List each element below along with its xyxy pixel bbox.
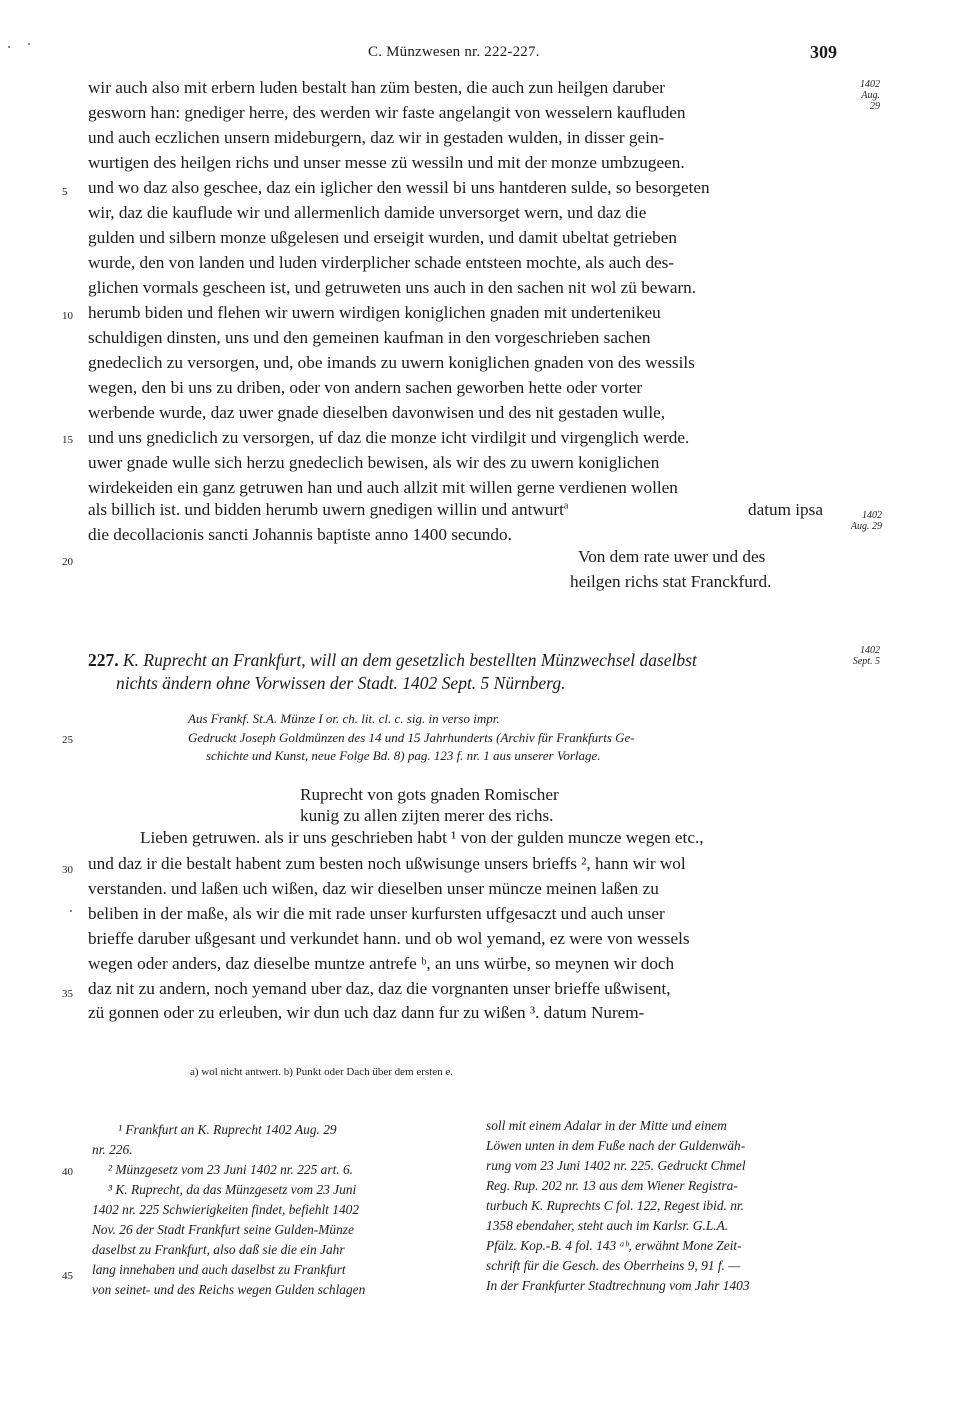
line-number: 45 [62,1270,73,1282]
footnote-line: turbuch K. Ruprechts C fol. 122, Regest ibid. nr. [486,1198,745,1213]
text-line: brieffe daruber ußgesant und verkundet hann. und ob wol yemand, ez were von wessels [88,929,690,948]
footnote-line: 1358 ebendaher, steht auch im Karlsr. G.L.A. [486,1218,729,1233]
document-title [88,650,697,671]
text-line: glichen vormals gescheen ist, und getruweten uns auch in den sachen nit wol zü bewarn. [88,278,697,297]
text-line: gesworn han: gnediger herre, des werden wir faste angelangit von wesselern kaufluden [88,103,686,122]
margin-date-doc [848,645,880,667]
text-line: wir auch also mit erbern luden bestalt han züm besten, die auch zun heilgen daruber [88,78,666,97]
footnote-line: daselbst zu Frankfurt, also daß sie die ein Jahr [92,1242,345,1257]
scan-speck [28,43,30,45]
title-text: K. Ruprecht an Frankfurt, will an dem gesetzlich bestellten Münzwechsel daselbst [123,650,697,670]
source-line: Aus Frankf. St.A. Münze I or. ch. lit. cl. c. sig. in verso impr. [188,711,500,726]
text-line: schuldigen dinsten, uns und den gemeinen kaufman in den vorgeschrieben sachen [88,328,651,347]
line-number: 20 [62,556,73,568]
text-line: gnedeclich zu versorgen, und, obe imands zu uwern koniglichen gnaden von des wessils [88,353,695,372]
margin-day: Aug. 29 [861,90,880,112]
text-line: uwer gnade wulle sich herzu gnedeclich bewisen, als wir des zu uwern koniglichen [88,453,660,472]
text-line: zü gonnen oder zu erleuben, wir dun uch daz dann fur zu wißen ³. datum Nurem- [88,1003,645,1022]
text-line: und daz ir die bestalt habent zum besten noch ußwisunge unsers brieffs ², hann wir wol [88,854,686,873]
margin-date-top [852,79,880,112]
text-line [88,500,568,520]
text-line: wegen, den bi uns zu driben, oder von andern sachen geworben hette oder vorter [88,378,643,397]
footnote-line: Pfälz. Kop.-B. 4 fol. 143 ᵃᵇ, erwähnt Mone Zeit- [486,1238,742,1253]
line-number: 15 [62,434,73,446]
margin-day: Sept. 5 [852,656,880,667]
text-line: werbende wurde, daz uwer gnade dieselben davonwisen und des nit gestaden wulle, [88,403,666,422]
line-number: 35 [62,988,73,1000]
line-number: 10 [62,310,73,322]
text-line: Lieben getruwen. als ir uns geschrieben habt ¹ von der gulden muncze wegen etc., [140,828,704,847]
footnote-line: ³ K. Ruprecht, da das Münzgesetz vom 23 Juni [108,1182,357,1197]
text-line: wegen oder anders, daz dieselbe muntze antrefe ᵇ, an uns würbe, so meynen wir doch [88,954,675,973]
line-number: 5 [62,186,68,198]
document-number: 227. [88,650,119,670]
signature-line: heilgen richs stat Franckfurd. [570,572,772,591]
scan-speck [8,46,10,48]
text-line: und uns gnediclich zu versorgen, uf daz die monze icht virdilgit und virgenglich werde. [88,428,690,447]
text-line: wurtigen des heilgen richs und unser messe zü wessiln und mit der monze umbzugeen. [88,153,685,172]
text-line: gulden und silbern monze ußgelesen und erseigit wurden, und damit ubeltat getrieben [88,228,677,247]
salutation-line: Ruprecht von gots gnaden Romischer [300,785,559,804]
variant-mark: a [563,500,569,512]
text-line: beliben in der maße, als wir die mit rade unser kurfursten uffgesaczt und auch unser [88,904,665,923]
footnote-line: lang innehaben und auch daselbst zu Frankfurt [92,1262,346,1277]
footnote-line: rung vom 23 Juni 1402 nr. 225. Gedruckt Chmel [486,1158,746,1173]
source-line: schichte und Kunst, neue Folge Bd. 8) pag. 123 f. nr. 1 aus unserer Vorlage. [206,748,601,763]
text-line: daz nit zu andern, noch yemand uber daz, daz die vorgnanten unser brieffe ußwisent, [88,979,671,998]
text-segment: als billich ist. und bidden herumb uwern gnedigen willin und antwurt [88,500,564,519]
text-line: herumb biden und flehen wir uwern wirdigen koniglichen gnaden mit undertenikeu [88,303,661,322]
footnote-line: ¹ Frankfurt an K. Ruprecht 1402 Aug. 29 [118,1122,337,1137]
footnote-line: Reg. Rup. 202 nr. 13 aus dem Wiener Registra- [486,1178,738,1193]
line-number: 40 [62,1166,73,1178]
margin-year: 1402 [862,510,882,521]
footnote-line: In der Frankfurter Stadtrechnung vom Jahr 1403 [486,1278,750,1293]
signature-line: Von dem rate uwer und des [578,547,766,566]
margin-year: 1402 [860,645,880,656]
text-line: wir, daz die kauflude wir und allermenlich damide unversorget wern, und daz die [88,203,647,222]
scan-speck [70,910,72,912]
text-line: wirdekeiden ein ganz getruwen han und auch allzit mit willen gerne verdienen wollen [88,478,678,497]
text-line: wurde, den von landen und luden virderplicher schade entsteen mochte, als auch des- [88,253,675,272]
footnote-line: 1402 nr. 225 Schwierigkeiten findet, befiehlt 1402 [92,1202,360,1217]
footnote-line: Nov. 26 der Stadt Frankfurt seine Gulden-Münze [92,1222,354,1237]
footnote-line: nr. 226. [92,1142,133,1157]
margin-day: Aug. 29 [850,521,882,532]
margin-year: 1402 [860,79,880,90]
line-number: 30 [62,864,73,876]
footnote-line: von seinet- und des Reichs wegen Gulden schlagen [92,1282,366,1297]
footnote-line: Löwen unten in dem Fuße nach der Guldenwäh- [486,1138,746,1153]
variant-apparatus: a) wol nicht antwert. b) Punkt oder Dach über dem ersten e. [190,1066,453,1078]
text-line: die decollacionis sancti Johannis baptiste anno 1400 secundo. [88,525,512,544]
salutation-line: kunig zu allen zijten merer des richs. [300,806,554,825]
line-number: 25 [62,734,73,746]
document-title-cont: nichts ändern ohne Vorwissen der Stadt. 1402 Sept. 5 Nürnberg. [116,673,566,693]
footnote-line: ² Münzgesetz vom 23 Juni 1402 nr. 225 art. 6. [108,1162,354,1177]
footnote-line: schrift für die Gesch. des Oberrheins 9, 91 f. — [486,1258,741,1273]
text-line: und auch eczlichen unsern mideburgern, daz wir in gestaden wulden, in disser gein- [88,128,665,147]
margin-date-mid [846,510,882,532]
text-line: und wo daz also geschee, daz ein iglicher den wessil bi uns hantderen sulde, so besorgeten [88,178,710,197]
text-line: verstanden. und laßen uch wißen, daz wir dieselben unser müncze meinen laßen zu [88,879,659,898]
page-number: 309 [810,42,837,62]
footnote-line: soll mit einem Adalar in der Mitte und einem [486,1118,727,1133]
text-line-tail: datum ipsa [748,500,823,519]
source-line: Gedruckt Joseph Goldmünzen des 14 und 15 Jahrhunderts (Archiv für Frankfurts Ge- [188,730,635,745]
running-header: C. Münzwesen nr. 222-227. [368,44,540,60]
